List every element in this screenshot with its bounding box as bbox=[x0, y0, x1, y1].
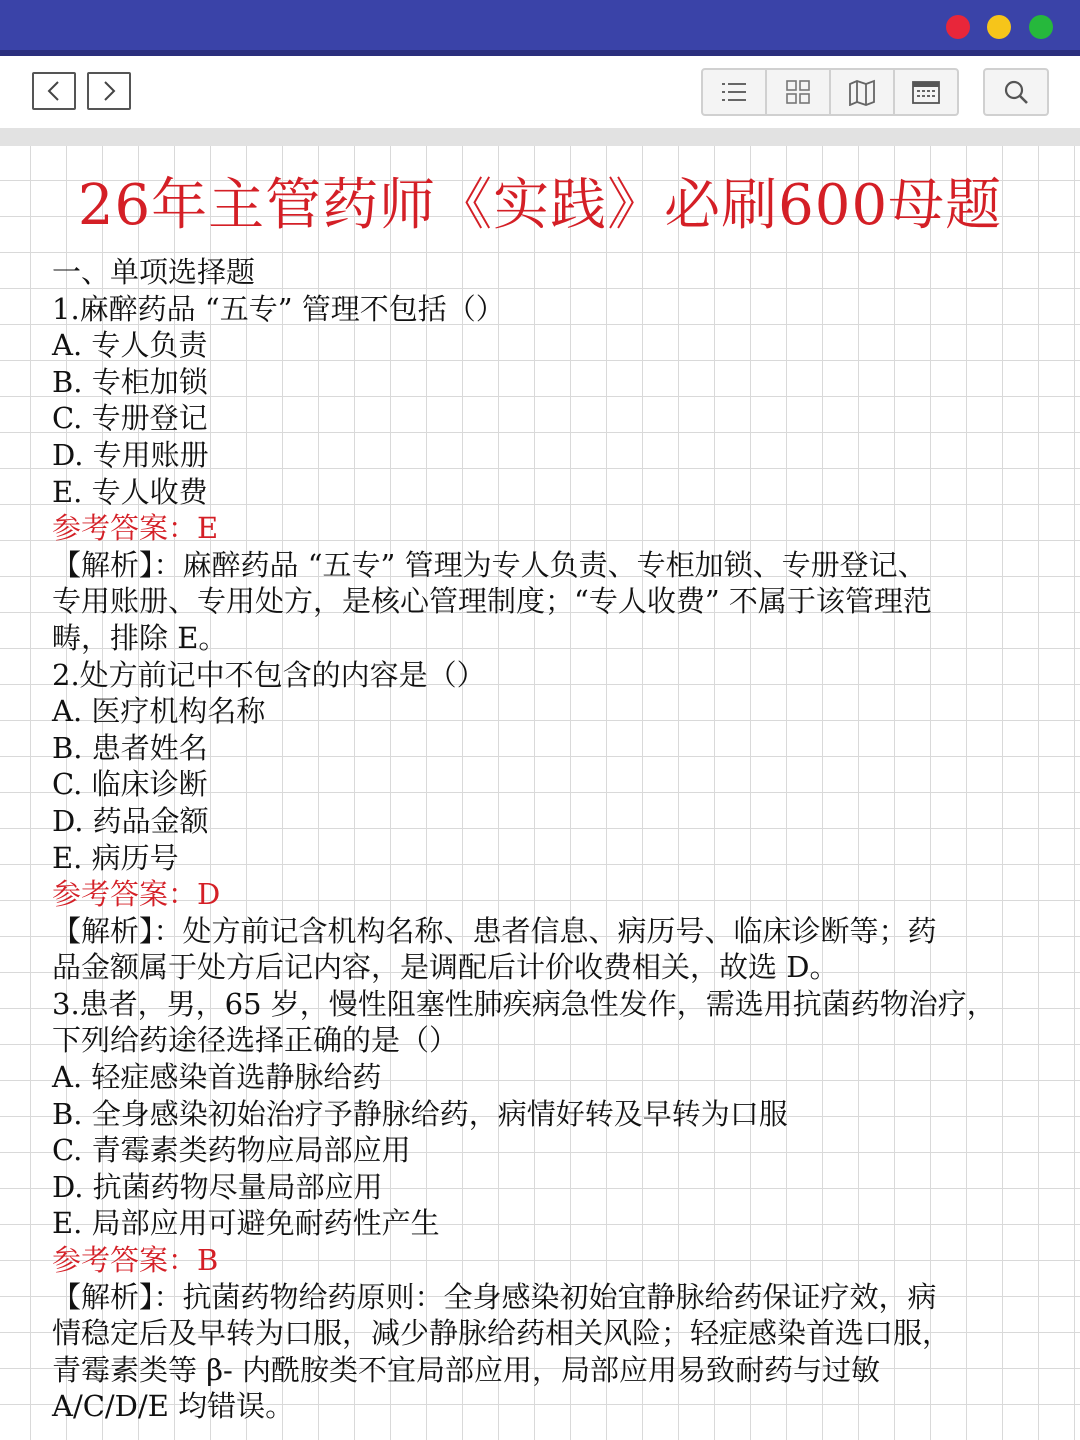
option-e: E. 专人收费 bbox=[52, 474, 208, 509]
toolbar bbox=[0, 56, 1080, 128]
title-bar bbox=[0, 0, 1080, 56]
option-e: E. 病历号 bbox=[52, 840, 179, 875]
section-heading: 一、单项选择题 bbox=[52, 255, 256, 289]
reference-answer: 参考答案：D bbox=[52, 877, 221, 912]
map-view-button[interactable] bbox=[831, 70, 895, 114]
explanation-line: 【解析】：抗菌药物给药原则：全身感染初始宜静脉给药保证疗效，病 bbox=[52, 1279, 937, 1314]
chevron-left-icon bbox=[44, 79, 64, 103]
explanation-line: 【解析】：处方前记含机构名称、患者信息、病历号、临床诊断等；药 bbox=[52, 913, 937, 948]
search-button[interactable] bbox=[983, 68, 1049, 116]
option-a: A. 医疗机构名称 bbox=[52, 694, 266, 729]
explanation-line: 青霉素类等 β- 内酰胺类不宜局部应用，局部应用易致耐药与过敏 bbox=[52, 1352, 881, 1387]
calendar-view-button[interactable] bbox=[895, 70, 957, 114]
reference-answer: 参考答案：B bbox=[52, 1243, 219, 1278]
option-d: D. 抗菌药物尽量局部应用 bbox=[52, 1169, 383, 1204]
option-a: A. 轻症感染首选静脉给药 bbox=[52, 1060, 382, 1095]
reference-answer: 参考答案：E bbox=[52, 511, 219, 546]
chevron-right-icon bbox=[99, 79, 119, 103]
close-window-button[interactable] bbox=[946, 15, 970, 39]
page-title: 26年主管药师《实践》必刷600母题 bbox=[77, 173, 1003, 238]
question-stem: 下列给药途径选择正确的是（） bbox=[52, 1023, 459, 1058]
option-b: B. 患者姓名 bbox=[52, 730, 208, 765]
minimize-window-button[interactable] bbox=[987, 15, 1011, 39]
option-a: A. 专人负责 bbox=[52, 328, 208, 363]
question-list bbox=[52, 254, 1052, 1425]
question-stem: 1.麻醉药品 “五专” 管理不包括（） bbox=[52, 291, 505, 326]
maximize-window-button[interactable] bbox=[1029, 15, 1053, 39]
document-page bbox=[0, 146, 1080, 1440]
list-view-button[interactable] bbox=[703, 70, 767, 114]
option-d: D. 专用账册 bbox=[52, 437, 209, 472]
option-c: C. 青霉素类药物应局部应用 bbox=[52, 1133, 411, 1168]
option-b: B. 全身感染初始治疗予静脉给药，病情好转及早转为口服 bbox=[52, 1096, 788, 1131]
option-d: D. 药品金额 bbox=[52, 803, 209, 838]
question-stem: 2.处方前记中不包含的内容是（） bbox=[52, 657, 486, 692]
grid-icon bbox=[783, 78, 813, 106]
explanation-line: 情稳定后及早转为口服，减少静脉给药相关风险；轻症感染首选口服， bbox=[52, 1316, 952, 1351]
back-button[interactable] bbox=[32, 72, 76, 110]
forward-button[interactable] bbox=[87, 72, 131, 110]
question-stem: 3.患者，男，65 岁，慢性阻塞性肺疾病急性发作，需选用抗菌药物治疗， bbox=[52, 986, 996, 1021]
explanation-line: 畴，排除 E。 bbox=[52, 620, 228, 655]
toolbar-divider bbox=[0, 128, 1080, 146]
explanation-line: 专用账册、专用处方，是核心管理制度；“专人收费” 不属于该管理范 bbox=[52, 584, 932, 619]
explanation-line: A/C/D/E 均错误。 bbox=[52, 1389, 295, 1424]
explanation-line: 品金额属于处方后记内容，是调配后计价收费相关，故选 D。 bbox=[52, 950, 839, 985]
view-switcher bbox=[701, 68, 959, 116]
explanation-line: 【解析】：麻醉药品 “五专” 管理为专人负责、专柜加锁、专册登记、 bbox=[52, 547, 927, 582]
list-icon bbox=[719, 78, 749, 106]
map-icon bbox=[847, 78, 877, 106]
option-c: C. 专册登记 bbox=[52, 401, 208, 436]
search-icon bbox=[1002, 78, 1030, 106]
calendar-icon bbox=[911, 78, 941, 106]
option-e: E. 局部应用可避免耐药性产生 bbox=[52, 1206, 440, 1241]
option-b: B. 专柜加锁 bbox=[52, 364, 208, 399]
grid-view-button[interactable] bbox=[767, 70, 831, 114]
option-c: C. 临床诊断 bbox=[52, 767, 208, 802]
